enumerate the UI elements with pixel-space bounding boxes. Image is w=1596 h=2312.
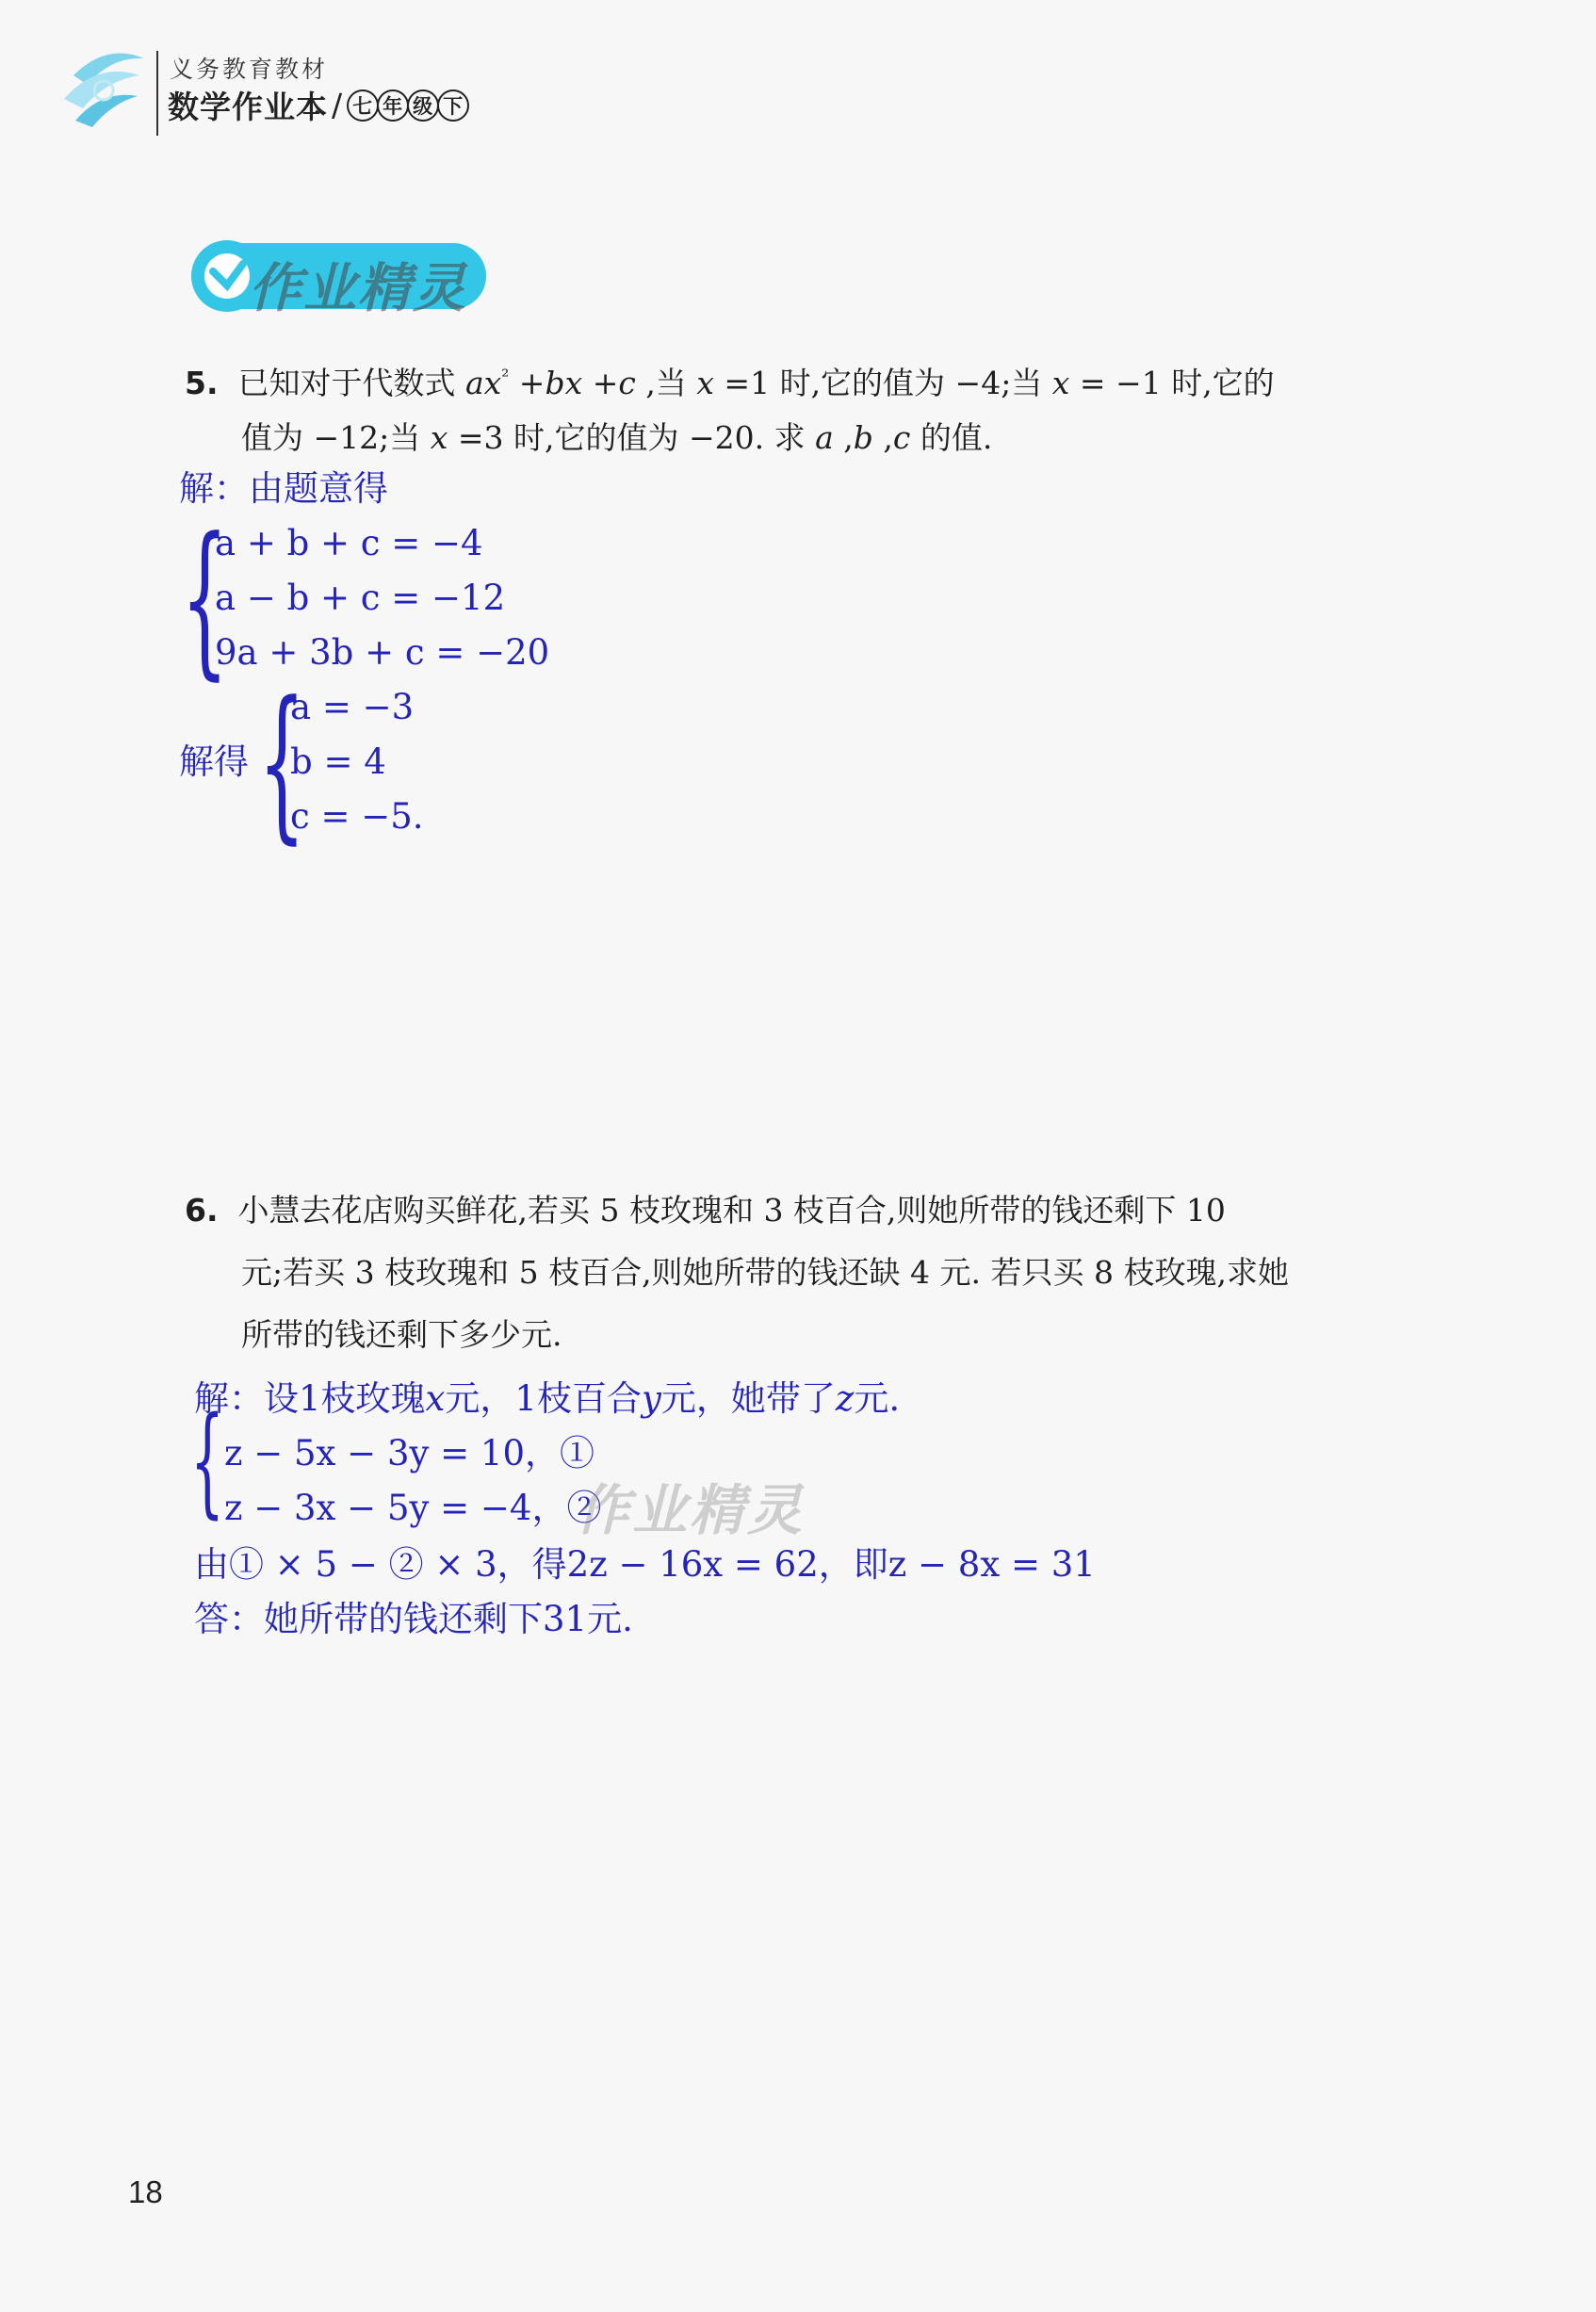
q6-system-brace: { <box>190 1392 225 1530</box>
q5-text: + <box>509 365 546 401</box>
q5-solution-c: c = −5. <box>290 796 424 837</box>
q5-math: x <box>1051 365 1070 401</box>
q5-solution-brace: { <box>258 666 306 859</box>
question-5-line-2 <box>241 407 992 469</box>
q5-math: a <box>815 419 834 456</box>
q5-text: =1 时,它的值为 −4;当 <box>713 365 1052 401</box>
grade-char: 七 <box>347 90 379 122</box>
header-divider <box>156 51 158 136</box>
q6-text: 小慧去花店购买鲜花,若买 5 枝玫瑰和 3 枝百合,则她所带的钱还剩下 10 <box>237 1192 1226 1229</box>
q5-text: , <box>833 419 854 456</box>
book-title <box>168 83 467 127</box>
q5-math: c <box>618 365 636 401</box>
question-6-line-2: 元;若买 3 枝玫瑰和 5 枝百合,则她所带的钱还缺 4 元. 若只买 8 枝玫瑰,求她 <box>241 1254 1289 1291</box>
q6-intro-text: 元，1枝百合 <box>445 1378 642 1419</box>
q6-derivation: 由① × 5 − ② × 3，得2z − 16x = 62，即z − 8x = 31 <box>194 1544 1096 1585</box>
q5-answer-intro: 解：由题意得 <box>179 468 388 509</box>
question-6-line-1 <box>185 1180 1226 1242</box>
grade-char: 年 <box>377 90 409 122</box>
q6-equation-2: z − 3x − 5y = −4，② <box>224 1488 602 1528</box>
q5-text: + <box>582 365 619 401</box>
q6-var: z <box>835 1378 855 1419</box>
q6-var: x <box>425 1378 446 1419</box>
q6-var: y <box>641 1378 661 1419</box>
q6-intro-text: 元，她带了 <box>660 1378 836 1419</box>
q5-math: x <box>430 419 448 456</box>
q5-text: 的值. <box>910 419 993 456</box>
publisher-logo-icon <box>55 47 154 132</box>
question-6-number: 6. <box>185 1192 219 1229</box>
q5-math: b <box>853 419 873 456</box>
question-5-line-1 <box>185 345 1475 415</box>
q6-answer-intro <box>194 1372 900 1426</box>
q5-text: =3 时,它的值为 −20. 求 <box>448 419 816 456</box>
q6-intro-text: 元. <box>854 1378 901 1419</box>
q5-math: c <box>892 419 911 456</box>
question-6-line-3: 所带的钱还剩下多少元. <box>241 1316 562 1353</box>
watermark: 作业精灵 <box>575 1478 806 1542</box>
grade-char: 级 <box>407 90 439 122</box>
q5-text: 已知对于代数式 <box>237 365 465 401</box>
q5-solution-b: b = 4 <box>290 741 386 782</box>
series-label: 义务教育教材 <box>170 56 329 83</box>
q5-text: , <box>872 419 893 456</box>
q5-text: ,当 <box>635 365 697 401</box>
q5-solve-label: 解得 <box>179 741 249 782</box>
section-banner-label: 作业精灵 <box>249 258 467 319</box>
q5-system-brace: { <box>181 502 229 695</box>
q5-solution-a: a = −3 <box>290 687 415 727</box>
q6-intro-text: 解：设1枝玫瑰 <box>194 1378 426 1419</box>
q5-text: = −1 时,它的 <box>1069 365 1275 401</box>
q5-math: ax <box>464 365 502 401</box>
book-title-text: 数学作业本 <box>168 89 328 125</box>
q6-conclusion: 答：她所带的钱还剩下31元. <box>194 1599 633 1639</box>
q5-text: 值为 −12;当 <box>241 419 431 456</box>
q5-exponent: ² <box>501 365 510 387</box>
title-slash: / <box>332 87 344 123</box>
question-5-number: 5. <box>185 365 219 401</box>
grade-char: 下 <box>437 90 469 122</box>
q5-math: bx <box>545 365 583 401</box>
q5-equation-3: 9a + 3b + c = −20 <box>215 632 550 673</box>
q5-equation-2: a − b + c = −12 <box>215 578 506 618</box>
q5-math: x <box>696 365 714 401</box>
q6-equation-1: z − 5x − 3y = 10，① <box>224 1433 594 1473</box>
q5-equation-1: a + b + c = −4 <box>215 523 483 563</box>
page-number: 18 <box>128 2174 163 2209</box>
